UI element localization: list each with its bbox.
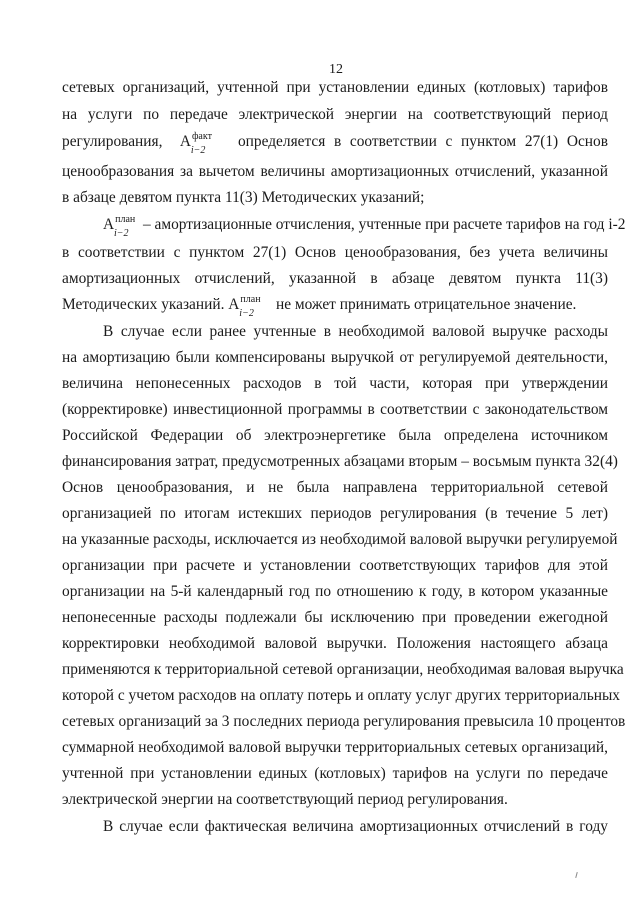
- text-line: корректировки необходимой валовой выручки. Положения настоящего абзаца: [62, 635, 608, 652]
- text-line: которой с учетом расходов на оплату потерь и оплату услуг других территориальных: [62, 687, 621, 704]
- formula-subscript: i−2: [190, 145, 206, 156]
- text-line: на указанные расходы, исключается из необходимой валовой выручки регулируемой: [62, 531, 618, 548]
- text-line: в абзаце девятом пункта 11(3) Методических указаний;: [62, 189, 425, 206]
- text-line: Основ ценообразования, и не была направлена территориальной сетевой: [62, 479, 608, 496]
- text-line: применяются к территориальной сетевой организации, необходимая валовая выручка: [62, 661, 624, 678]
- text-line: В случае если фактическая величина амортизационных отчислений в году: [103, 818, 608, 835]
- text-line: на услуги по передаче электрической энергии на соответствующий период: [62, 106, 608, 123]
- formula-superscript: факт: [191, 131, 212, 142]
- formula-subscript: i−2: [239, 308, 254, 319]
- formula-a-fact: [179, 131, 212, 156]
- text-fragment: определяется в соответствии с пунктом 27(1) Основ: [237, 133, 608, 150]
- text-line: величина непонесенных расходов в той части, которая при утверждении: [62, 375, 608, 392]
- formula-base: A: [103, 216, 115, 233]
- text-line: (корректировке) инвестиционной программы в соответствии с законодательством: [62, 401, 608, 418]
- scan-mark: [575, 872, 578, 878]
- text-line: суммарной необходимой валовой выручки территориальных сетевых организаций,: [62, 739, 608, 756]
- text-line: на амортизацию были компенсированы выручкой от регулируемой деятельности,: [62, 349, 608, 366]
- formula-a-plan: [103, 214, 136, 239]
- text-line: организации на 5-й календарный год по отношению к году, в котором указанные: [62, 583, 608, 600]
- text-fragment: регулирования,: [62, 133, 163, 150]
- text-line: непонесенные расходы подлежали бы исключению при проведении ежегодной: [62, 609, 608, 626]
- text-line-with-formula: [103, 214, 626, 239]
- formula-superscript: план: [240, 294, 261, 305]
- page-number: 12: [329, 62, 343, 77]
- text-line: учтенной при установлении единых (котловых) тарифов на услуги по передаче: [62, 765, 608, 782]
- text-line-with-formula: [62, 131, 608, 156]
- text-line: электрической энергии на соответствующий период регулирования.: [62, 791, 508, 808]
- formula-base: A: [179, 133, 191, 150]
- formula-a-plan: [228, 294, 261, 319]
- text-fragment: – амортизационные отчисления, учтенные при расчете тарифов на год i-2: [142, 216, 626, 233]
- formula-subscript: i−2: [114, 228, 129, 239]
- text-line: ценообразования за вычетом величины амортизационных отчислений, указанной: [62, 163, 608, 180]
- text-line: Российской Федерации об электроэнергетике была определена источником: [62, 427, 608, 444]
- text-line: в соответствии с пунктом 27(1) Основ ценообразования, без учета величины: [62, 244, 608, 261]
- text-line: амортизационных отчислений, указанной в абзаце девятом пункта 11(3): [62, 270, 608, 287]
- text-line: сетевых организаций за 3 последних периода регулирования превысила 10 процентов: [62, 713, 626, 730]
- text-line: организацией по итогам истекших периодов регулирования (в течение 5 лет): [62, 505, 608, 522]
- formula-base: A: [228, 296, 240, 313]
- text-fragment: Методических указаний.: [62, 296, 225, 313]
- text-line-with-formula: [62, 294, 608, 319]
- text-line: сетевых организаций, учтенной при установлении единых (котловых) тарифов: [62, 79, 608, 96]
- text-line: финансирования затрат, предусмотренных абзацами вторым – восьмым пункта 32(4): [62, 453, 618, 470]
- text-line: организации при расчете и установлении соответствующих тарифов для этой: [62, 557, 608, 574]
- formula-superscript: план: [115, 214, 136, 225]
- text-line: В случае если ранее учтенные в необходимой валовой выручке расходы: [103, 323, 608, 340]
- text-fragment: не может принимать отрицательное значение.: [275, 296, 577, 313]
